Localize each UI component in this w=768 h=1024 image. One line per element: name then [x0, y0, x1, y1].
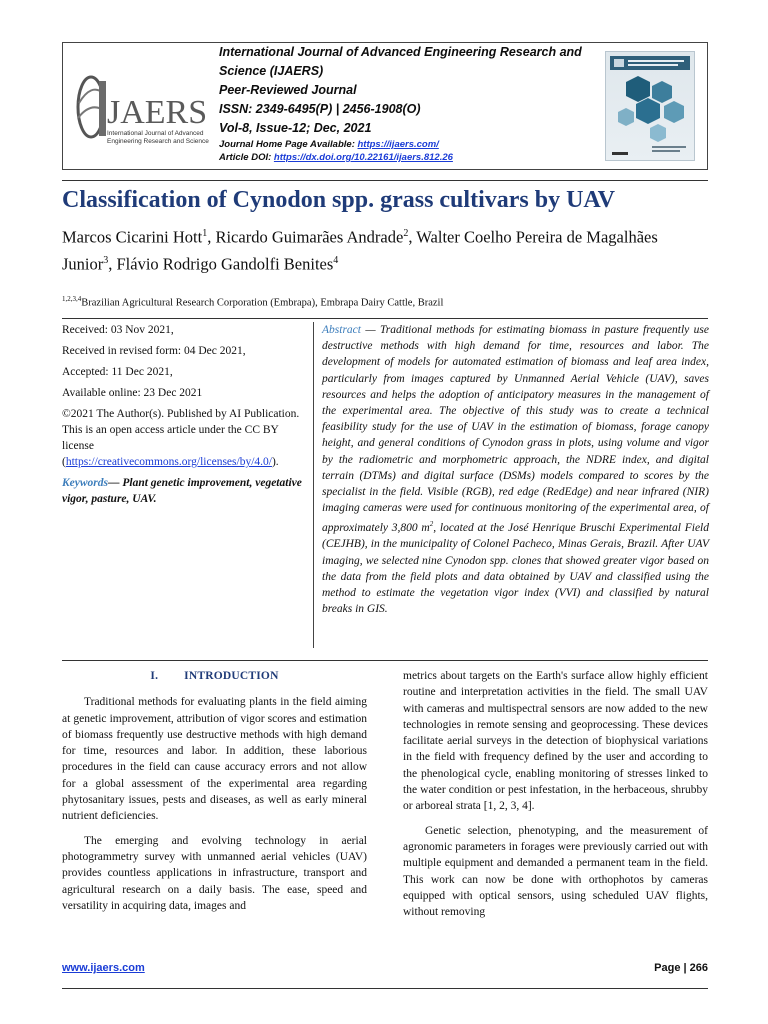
abstract	[322, 322, 709, 617]
page-number	[654, 962, 708, 974]
affiliation-text: Brazilian Agricultural Research Corporation (Embrapa), Embrapa Dairy Cattle, Brazil	[81, 297, 444, 309]
keywords-label: Keywords	[62, 477, 108, 489]
abstract-label: Abstract	[322, 324, 361, 336]
author-name: Marcos Cicarini Hott	[62, 227, 203, 247]
license-text: ©2021 The Author(s). Published by AI Publication. This is an open access article under the CC BY license	[62, 408, 300, 452]
affiliation	[62, 292, 708, 311]
author-separator: ,	[207, 227, 216, 247]
footer-website-link[interactable]: www.ijaers.com	[62, 962, 145, 974]
page-number-value: 266	[689, 962, 708, 974]
author-affiliation-mark: 2	[403, 228, 409, 239]
body-paragraph: Traditional methods for evaluating plants in the field aiming at genetic improvement, attribution of vigor scores and estimation of biomass frequently use destructive methods with high demand for time, resources and labor. In addition, these laborious procedures in the field can cause accuracy errors and not allow for a global assessment of the experimental area regarding phytosanitary issues, pests and diseases, as well as early mineral nutrient deficiencies.	[62, 696, 367, 823]
section-title: INTRODUCTION	[184, 670, 279, 682]
title-divider	[62, 180, 708, 181]
body-column-left	[62, 668, 367, 922]
doi-label: Article DOI:	[219, 152, 274, 163]
homepage-link[interactable]: https://ijaers.com/	[357, 139, 439, 150]
doi-link[interactable]: https://dx.doi.org/10.22161/ijaers.812.26	[273, 152, 453, 163]
author-name: Walter Coelho Pereira de Magalhães Junior	[62, 227, 658, 273]
received-date: Received: 03 Nov 2021,	[62, 324, 174, 336]
author-list	[62, 222, 708, 275]
page-label: Page	[654, 962, 681, 974]
journal-name-line1: International Journal of Advanced Engineering Research and	[219, 45, 582, 59]
journal-info	[219, 43, 589, 164]
author-affiliation-mark: 3	[103, 254, 109, 266]
author-name: Flávio Rodrigo Gandolfi Benites	[116, 254, 334, 273]
keywords-text: Plant genetic improvement, vegetative vigor, pasture, UAV.	[62, 477, 302, 505]
cover-hexagons-graphic	[606, 52, 694, 160]
body-column-right	[403, 668, 708, 928]
column-divider	[313, 322, 314, 648]
abstract-text: Traditional methods for estimating biomass in pasture frequently use destructive methods with high demand for time, resources and labor. The development of models for automated estimation of biomass and leaf area index, particularly from images captured by Unmanned Aerial Vehicle (UAV), saves resources and helps the adoption of anticipatory measures in the management of the experimental area. The objective of this study was to create a technical feasibility study for the use of UAV in the estimation of biomass, forage canopy height, and general conditions of Cynodon grass in plots, using volume and vigor by the radiometric and morphometric approach, the NDRE index, and digital terrain (DTMs) and digital surface (DSMs) models compared to scores by the specialist in the field. Visible (RGB), red edge (RedEdge) and near infrared (NIR) imaging cameras were used for continuous monitoring of the experimental area, of approximately 3,800 m	[322, 324, 709, 535]
abstract-dash: —	[360, 324, 381, 336]
abstract-text-continued: , located at the José Henrique Bruschi Experimental Field (CEJHB), in the municipality of Colonel Pacheco, Minas Gerais, Brazil. After UAV imaging, we selected nine Cynodon spp. clones that showed greater vigor based on the data from the field plots and data obtained by UAV and classified using the method to estimate the vegetation vigor index (VVI) and classified by natural breaks in GIS.	[322, 522, 709, 616]
author-affiliation-mark: 1	[202, 228, 208, 239]
logo-subtitle-line1: International Journal of Advanced	[107, 130, 204, 137]
license-paren-close: ).	[271, 456, 279, 468]
revised-date: Received in revised form: 04 Dec 2021,	[62, 345, 246, 357]
logo-wordmark: JAERS	[107, 94, 208, 131]
volume-issue: Vol-8, Issue-12; Dec, 2021	[219, 121, 372, 135]
homepage-line	[219, 138, 589, 151]
author-affiliation-mark: 4	[333, 254, 339, 266]
footer-divider	[62, 988, 708, 989]
accepted-date: Accepted: 11 Dec 2021,	[62, 366, 173, 378]
issn: ISSN: 2349-6495(P) | 2456-1908(O)	[219, 102, 421, 116]
section-number: I.	[150, 670, 159, 682]
keywords	[62, 475, 310, 507]
license-paren-open: (	[62, 456, 66, 468]
doi-line	[219, 151, 589, 164]
body-paragraph-continued: metrics about targets on the Earth's surface allow highly efficient routine and interpretation activities in the field. The small UAV with cameras and multispectral sensors are now added to the new technologies in remote sensing and geoprocessing. These devices facilitate aerial surveys in the detection of biophysical variations in the field with frequency defined by the user and according to the phenological cycle, enabling monitoring of stresses linked to the water condition or pest infestation, in the herbaceous, shrubby or arboreal strata [1, 2, 3, 4].	[403, 670, 708, 813]
page-separator: |	[680, 962, 690, 974]
license-statement	[62, 406, 310, 470]
abstract-divider	[62, 660, 708, 661]
article-history	[62, 322, 310, 512]
journal-name-line2: Science (IJAERS)	[219, 64, 324, 78]
journal-cover-thumbnail	[605, 51, 695, 161]
keywords-dash: —	[108, 477, 123, 489]
author-separator: ,	[408, 227, 417, 247]
meta-divider	[62, 318, 708, 319]
paper-title: Classification of Cynodon spp. grass cultivars by UAV	[62, 187, 615, 213]
author-name: Ricardo Guimarães Andrade	[215, 227, 404, 247]
section-heading-introduction	[62, 668, 367, 684]
logo-subtitle-line2: Engineering Research and Science	[107, 138, 209, 145]
available-date: Available online: 23 Dec 2021	[62, 387, 203, 399]
homepage-label: Journal Home Page Available:	[219, 139, 358, 150]
affiliation-marks: 1,2,3,4	[62, 295, 82, 303]
journal-logo	[69, 63, 219, 163]
author-separator: ,	[108, 254, 117, 273]
peer-reviewed: Peer-Reviewed Journal	[219, 83, 357, 97]
license-link[interactable]: https://creativecommons.org/licenses/by/4.0/	[65, 456, 272, 468]
body-paragraph: Genetic selection, phenotyping, and the measurement of agronomic parameters in forages were previously carried out with multiple equipment and demanded a permanent team in the field. This work can now be done with orthophotos by cameras equipped with optical sensors, using scheduled UAV flights, without removing	[403, 824, 708, 919]
body-paragraph: The emerging and evolving technology in aerial photogrammetry survey with unmanned aerial vehicles (UAV) provides countless applications in infrastructure, transport and agricultural research on a daily basis. The ease, speed and versatility in acquiring data, images and	[62, 834, 367, 912]
journal-header	[62, 42, 708, 170]
abstract-superscript: 2	[429, 520, 434, 529]
